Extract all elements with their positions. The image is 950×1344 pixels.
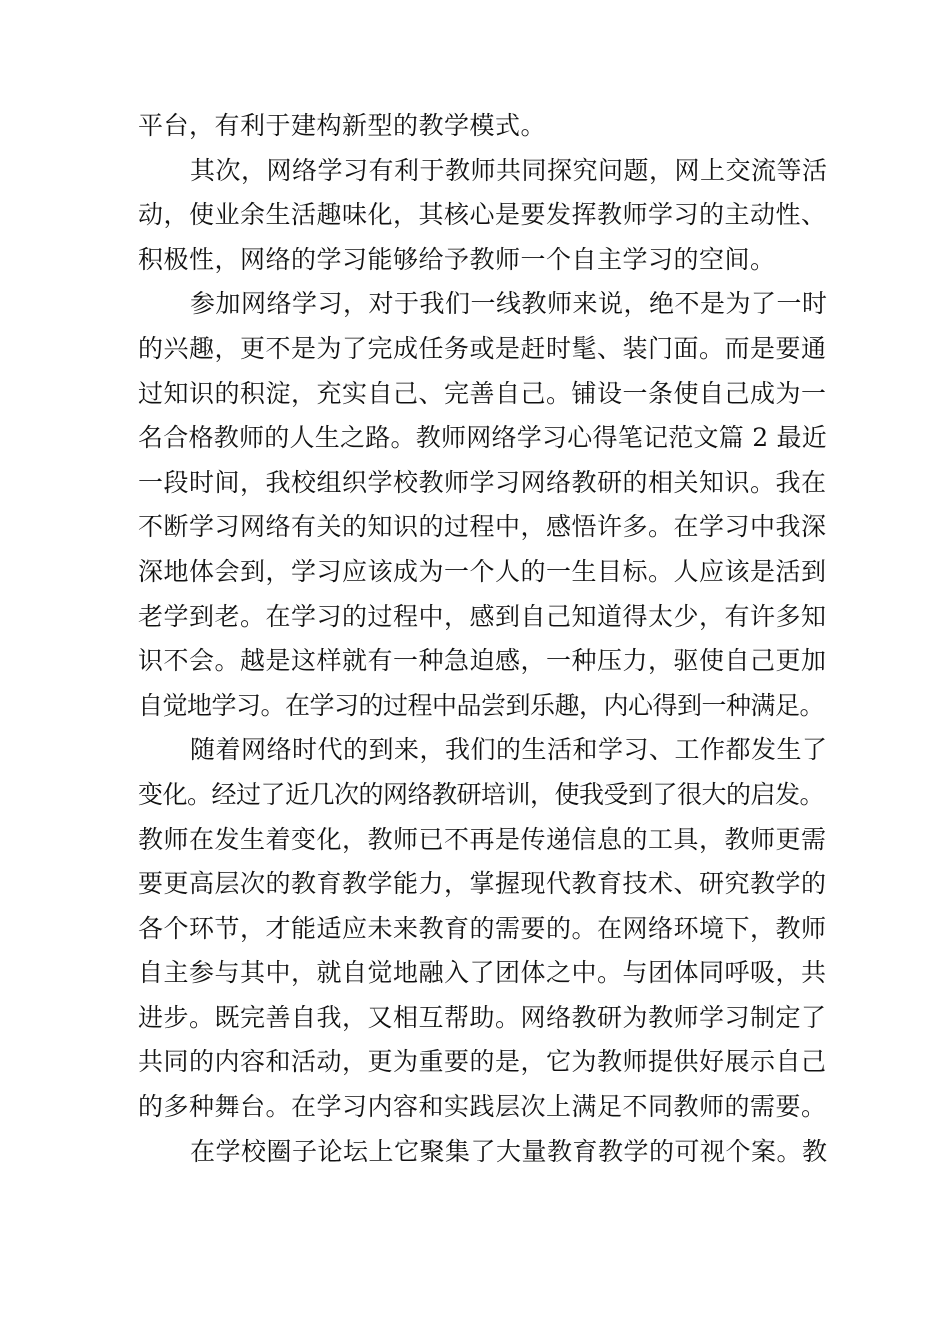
text-line: 动，使业余生活趣味化，其核心是要发挥教师学习的主动性、 bbox=[138, 200, 827, 230]
text-line: 过知识的积淀，充实自己、完善自己。铺设一条使自己成为一 bbox=[138, 378, 827, 408]
text-line: 名合格教师的人生之路。教师网络学习心得笔记范文篇 2 最近 bbox=[138, 423, 828, 453]
text-line: 随着网络时代的到来，我们的生活和学习、工作都发生了 bbox=[190, 735, 828, 765]
text-line: 不断学习网络有关的知识的过程中，感悟许多。在学习中我深 bbox=[138, 512, 827, 542]
document-body bbox=[138, 104, 828, 1174]
text-line: 自主参与其中，就自觉地融入了团体之中。与团体同呼吸，共 bbox=[138, 958, 827, 988]
text-line: 老学到老。在学习的过程中，感到自己知道得太少，有许多知 bbox=[138, 601, 827, 631]
text-line: 平台，有利于建构新型的教学模式。 bbox=[138, 111, 547, 140]
text-line: 的兴趣，更不是为了完成任务或是赶时髦、装门面。而是要通 bbox=[138, 333, 827, 363]
text-line: 的多种舞台。在学习内容和实践层次上满足不同教师的需要。 bbox=[138, 1092, 827, 1122]
text-line: 要更高层次的教育教学能力，掌握现代教育技术、研究教学的 bbox=[138, 869, 827, 899]
text-line: 识不会。越是这样就有一种急迫感，一种压力，驱使自己更加 bbox=[138, 646, 827, 676]
text-line: 其次，网络学习有利于教师共同探究问题，网上交流等活 bbox=[190, 155, 828, 185]
text-line: 积极性，网络的学习能够给予教师一个自主学习的空间。 bbox=[138, 244, 776, 274]
text-line: 教师在发生着变化，教师已不再是传递信息的工具，教师更需 bbox=[138, 824, 827, 854]
text-line: 变化。经过了近几次的网络教研培训，使我受到了很大的启发。 bbox=[138, 779, 825, 809]
text-line: 在学校圈子论坛上它聚集了大量教育教学的可视个案。教 bbox=[190, 1136, 828, 1166]
text-line: 自觉地学习。在学习的过程中品尝到乐趣，内心得到一种满足。 bbox=[138, 690, 825, 720]
text-line: 深地体会到，学习应该成为一个人的一生目标。人应该是活到 bbox=[138, 556, 827, 586]
text-line: 一段时间，我校组织学校教师学习网络教研的相关知识。我在 bbox=[138, 467, 827, 497]
text-line: 各个环节，才能适应未来教育的需要的。在网络环境下，教师 bbox=[138, 913, 827, 943]
text-line: 共同的内容和活动，更为重要的是，它为教师提供好展示自己 bbox=[138, 1047, 827, 1077]
text-line: 进步。既完善自我，又相互帮助。网络教研为教师学习制定了 bbox=[138, 1002, 827, 1032]
text-line: 参加网络学习，对于我们一线教师来说，绝不是为了一时 bbox=[190, 289, 828, 319]
